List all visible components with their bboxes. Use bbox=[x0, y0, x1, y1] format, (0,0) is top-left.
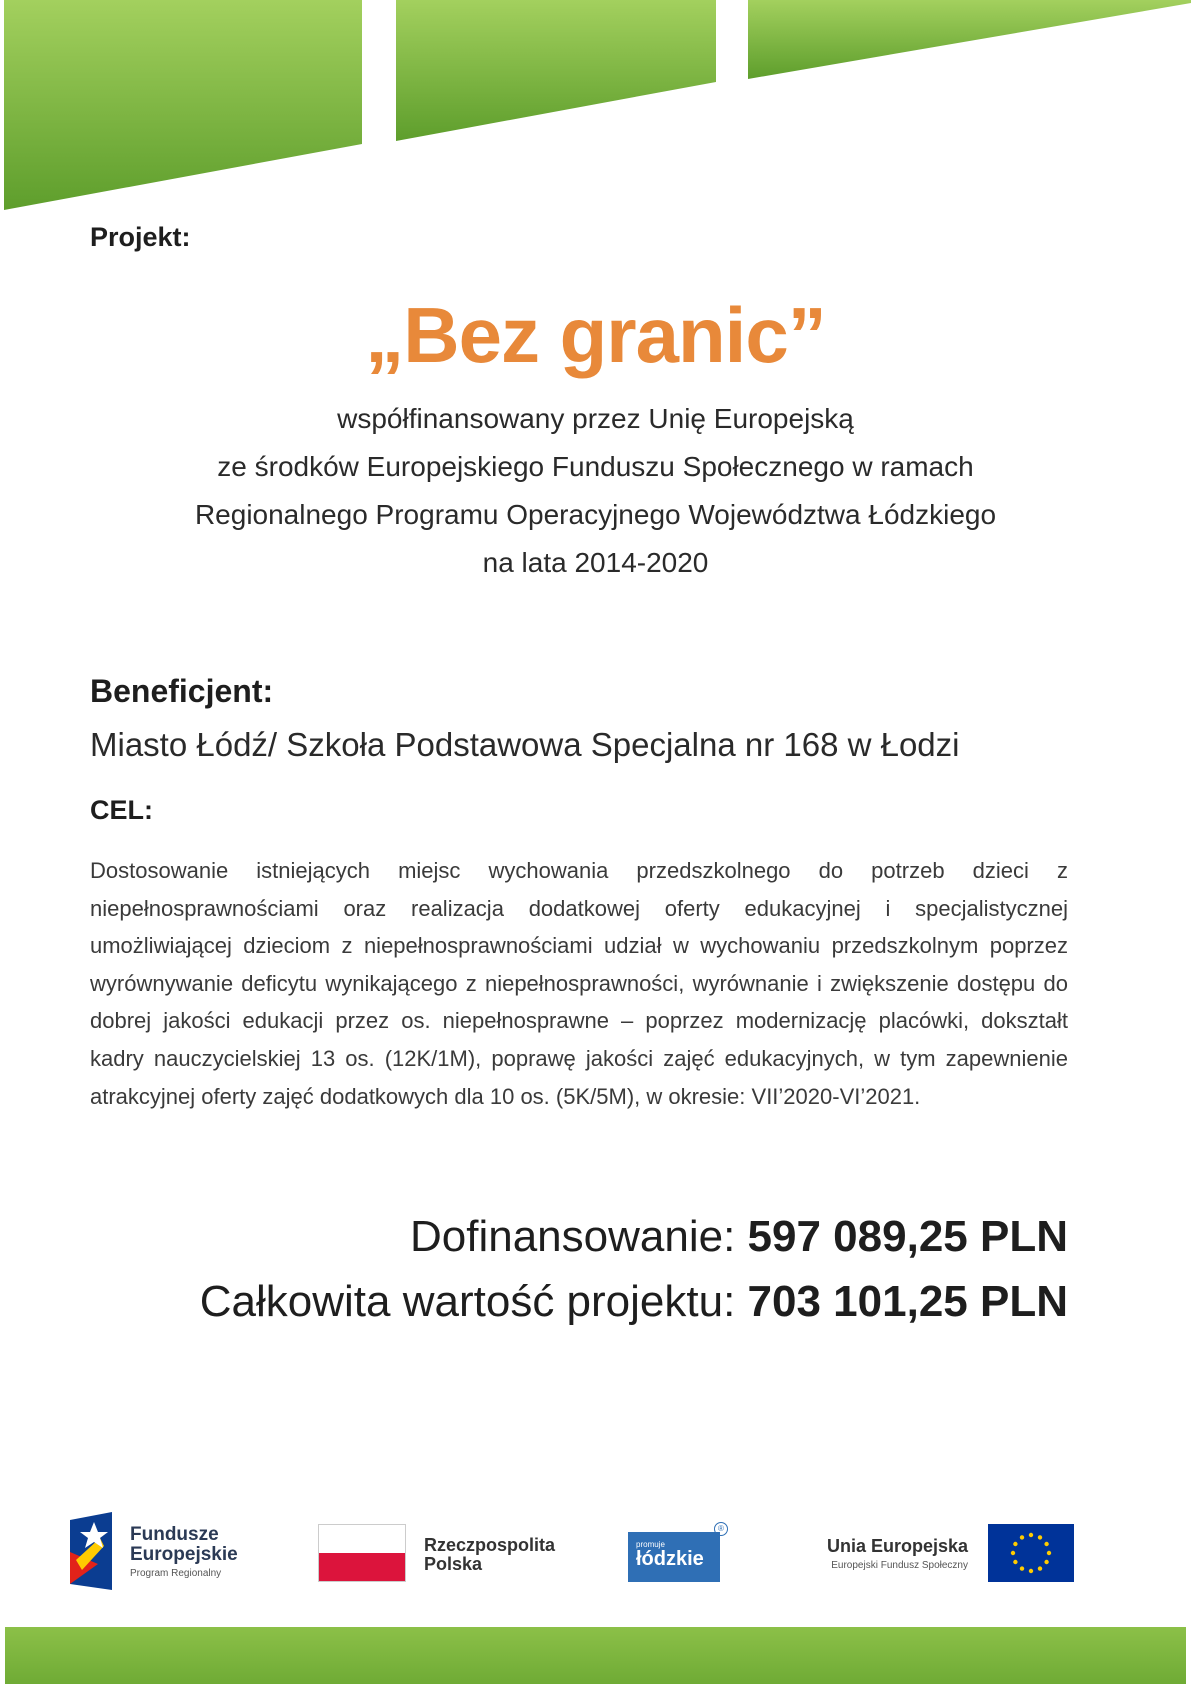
fe-line-3: Program Regionalny bbox=[130, 1568, 222, 1579]
header-band-segment-3 bbox=[748, 0, 1191, 79]
cofinancing-line bbox=[410, 1212, 1068, 1262]
funding-line: na lata 2014-2020 bbox=[482, 547, 709, 578]
total-value-amount: 703 101,25 PLN bbox=[747, 1277, 1068, 1326]
goal-label: CEL: bbox=[90, 795, 153, 825]
header-band-segment-1 bbox=[4, 0, 362, 210]
total-value-label: Całkowita wartość projektu: bbox=[199, 1277, 736, 1326]
rp-line-1: Rzeczpospolita bbox=[424, 1535, 556, 1555]
goal-text: Dostosowanie istniejących miejsc wychowania przedszkolnego do potrzeb dzieci z niepełnosprawnościami oraz realizacja dodatkowej oferty edukacyjnej i specjalistycznej umożliwiającej dzieciom z niepełnosprawnościami udział w wychowaniu przedszkolnym poprzez wyrównywanie deficytu wynikającego z niepełnosprawności, wyrównanie i zwiększenie dostępu do dobrej jakości edukacji przez os. niepełnosprawne – poprzez modernizację placówki, dokształt kadry nauczycielskiej 13 os. (12K/1M), poprawę jakości zajęć edukacyjnych, w tym zapewnienie atrakcyjnej oferty zajęć dodatkowych dla 10 os. (5K/5M), w okresie: VII’2020-VI’2021. bbox=[90, 858, 1068, 1109]
fe-line-2: Europejskie bbox=[130, 1544, 238, 1565]
header-band-segment-2 bbox=[396, 0, 716, 141]
header-green-band bbox=[0, 0, 1191, 215]
eu-flag-icon bbox=[988, 1524, 1074, 1582]
lodzkie-small-text: promuje bbox=[636, 1540, 665, 1549]
lodzkie-registered-icon: ® bbox=[714, 1522, 728, 1536]
eu-line-1: Unia Europejska bbox=[826, 1536, 968, 1556]
fe-line-1: Fundusze bbox=[130, 1524, 219, 1545]
funding-line: Regionalnego Programu Operacyjnego Województwa Łódzkiego bbox=[194, 499, 997, 530]
lodzkie-text: łódzkie bbox=[636, 1548, 704, 1570]
rp-line-2: Polska bbox=[424, 1554, 483, 1574]
funding-line: współfinansowany przez Unię Europejską bbox=[337, 403, 854, 434]
footer-green-bar bbox=[5, 1627, 1186, 1684]
eu-line-2: Europejski Fundusz Społeczny bbox=[831, 1560, 968, 1571]
beneficiary-value: Miasto Łódź/ Szkoła Podstawowa Specjalna nr 168 w Łodzi bbox=[90, 726, 960, 763]
project-title: „Bez granic” bbox=[365, 291, 826, 379]
cofinancing-value: 597 089,25 PLN bbox=[747, 1212, 1068, 1261]
fundusze-europejskie-emblem-icon bbox=[70, 1512, 116, 1590]
funding-line: ze środków Europejskiego Funduszu Społecznego w ramach bbox=[217, 451, 974, 482]
projekt-label: Projekt: bbox=[90, 222, 191, 252]
polish-flag-icon bbox=[318, 1524, 406, 1582]
cofinancing-label: Dofinansowanie: bbox=[409, 1212, 736, 1261]
total-value-line bbox=[200, 1277, 1068, 1327]
funding-description bbox=[100, 395, 1091, 587]
lodzkie-badge-icon bbox=[628, 1532, 720, 1582]
beneficiary-label: Beneficjent: bbox=[90, 673, 274, 709]
